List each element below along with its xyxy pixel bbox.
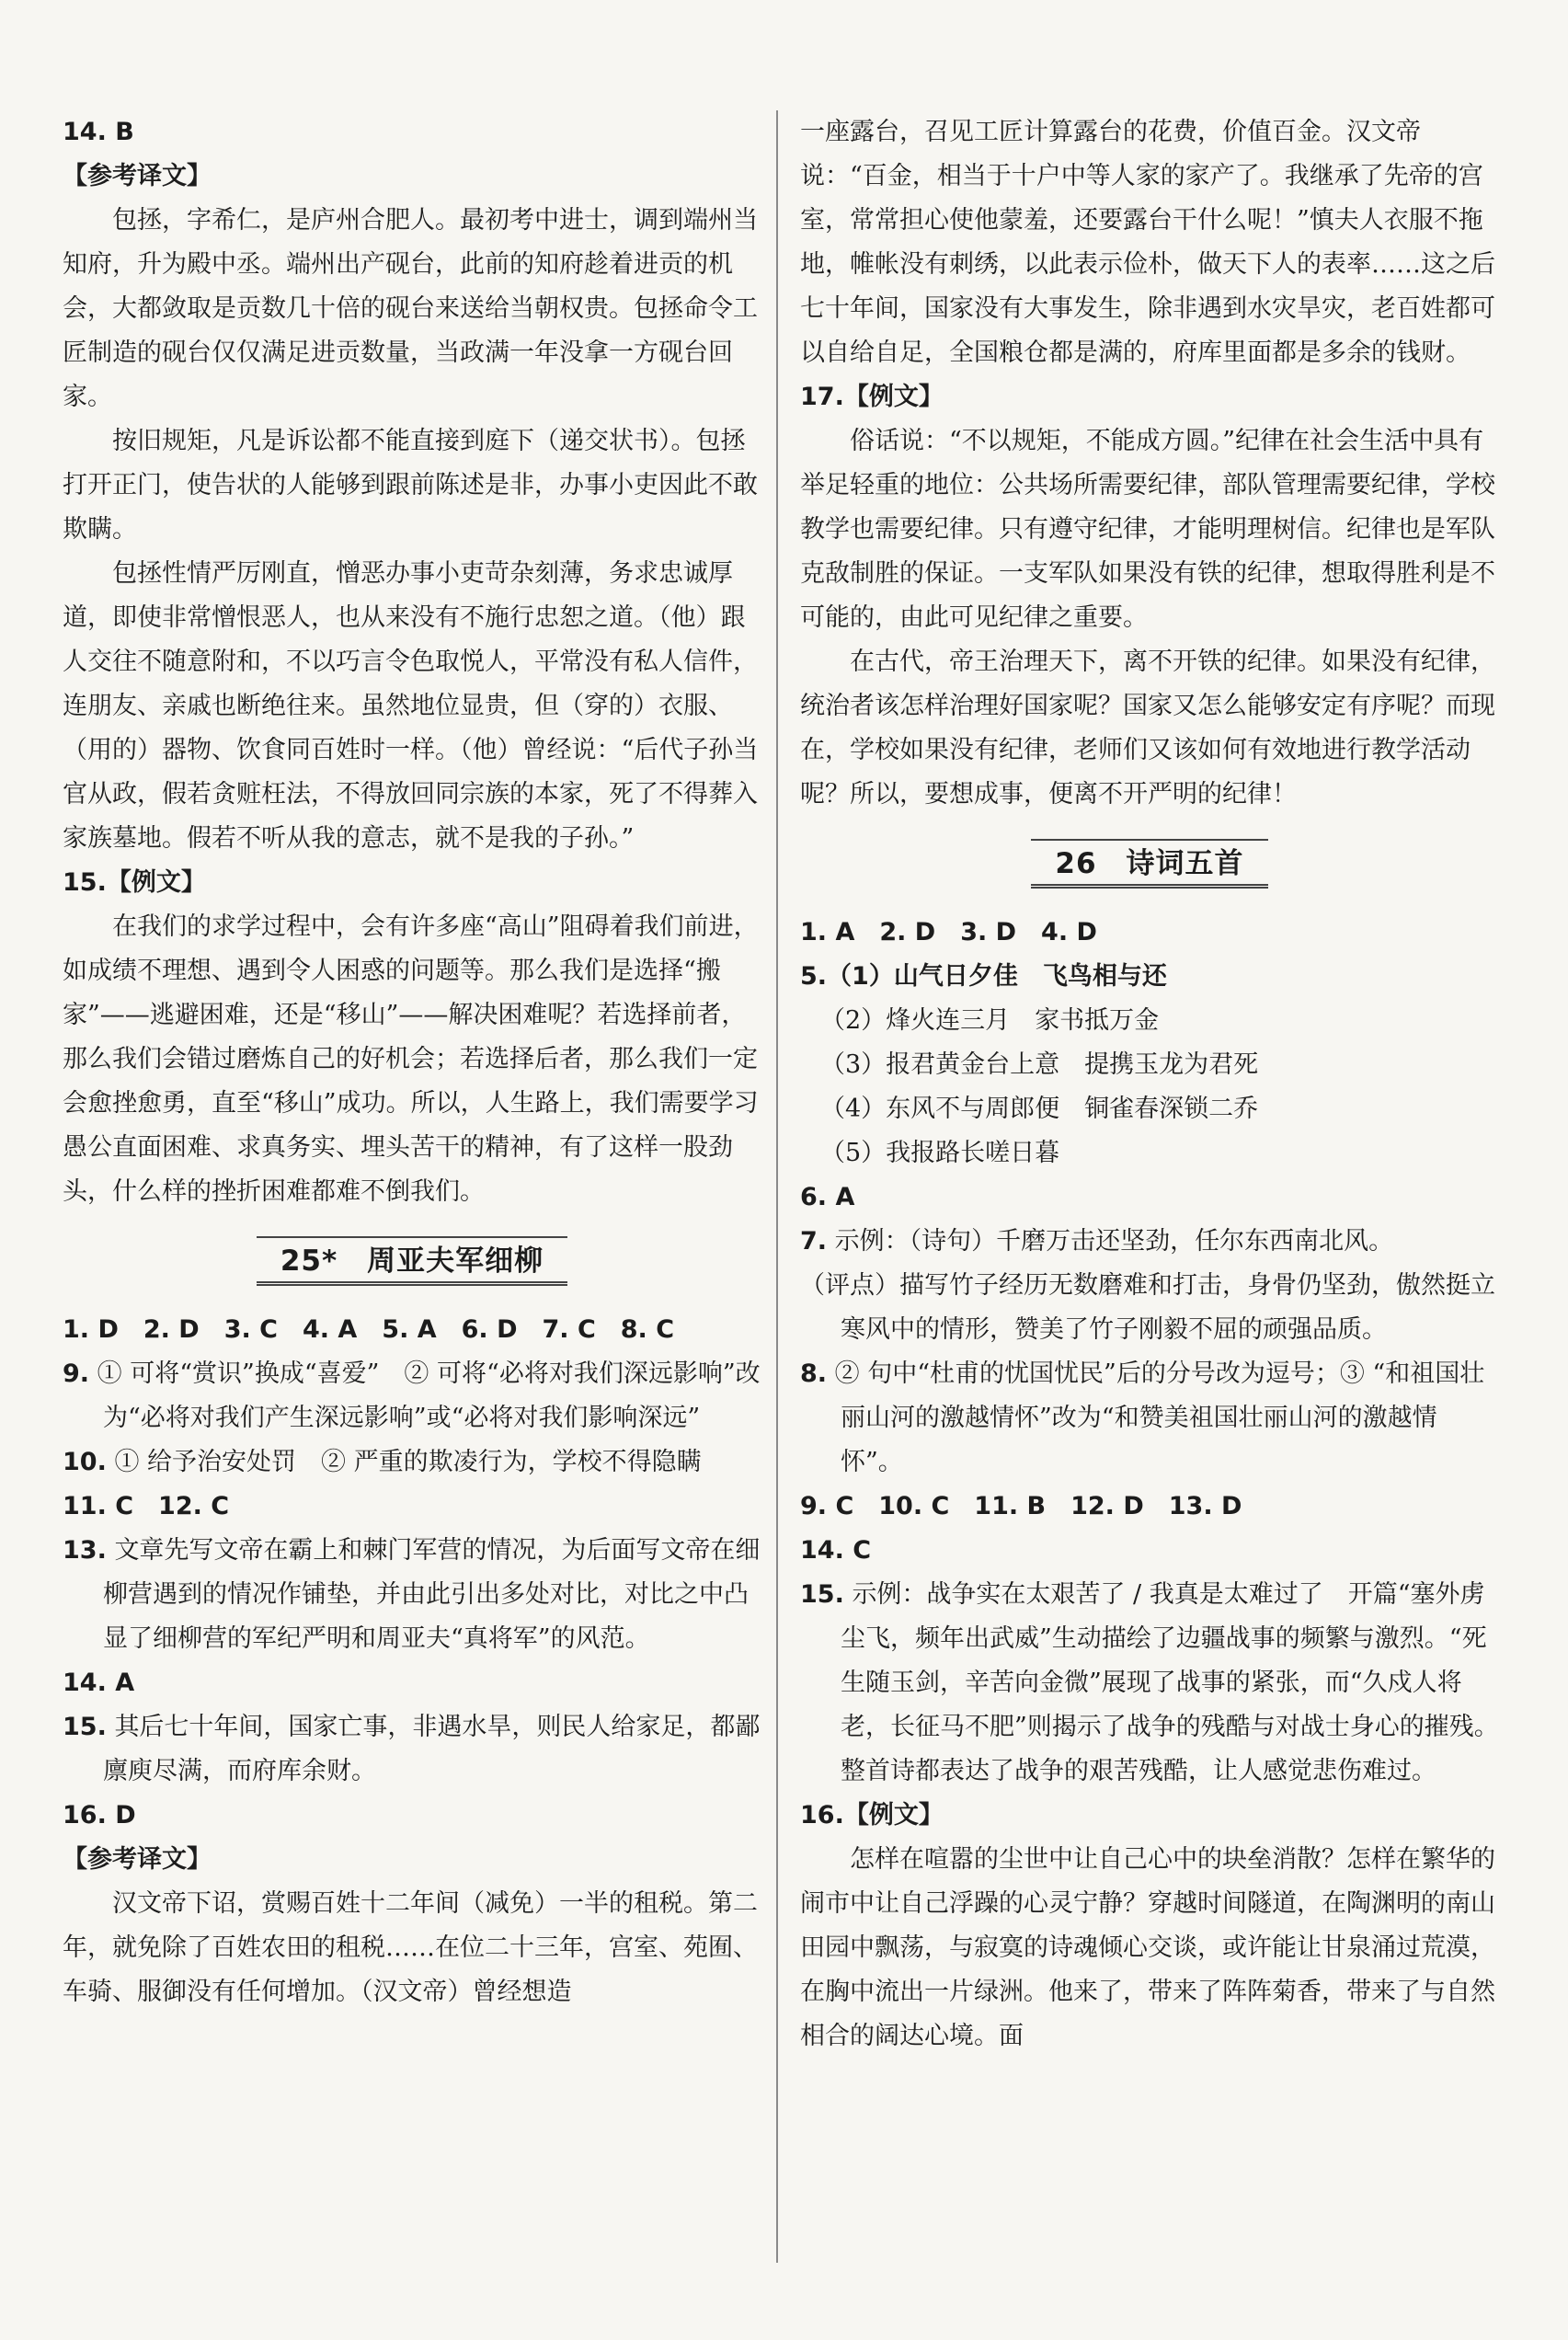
answer-item (63, 1705, 761, 1794)
section-title-text: 26 诗词五首 (1031, 839, 1267, 889)
paragraph: 包拯性情严厉刚直，憎恶办事小吏苛杂刻薄，务求忠诚厚道，即使非常憎恨恶人，也从来没有不施行忠恕之道。（他）跟人交往不随意附和，不以巧言令色取悦人，平常没有私人信件，连朋友、亲戚也断绝往来。虽然地位显贵，但（穿的）衣服、（用的）器物、饮食同百姓时一样。（他）曾经说：“后代子孙当官从政，假若贪赃枉法，不得放回同宗族的本家，死了不得葬入家族墓地。假若不听从我的意志，就不是我的子孙。” (63, 559, 759, 853)
question-number: 8. (800, 1359, 828, 1388)
answer-line: 16. D (63, 1801, 136, 1830)
answer-line: 14. C (800, 1536, 872, 1565)
answer-item (800, 1573, 1499, 1794)
answer-line: 14. A (63, 1669, 135, 1697)
sub-answer: （4）东风不与周郎便 铜雀春深锁二乔 (820, 1095, 1259, 1123)
answer-line: 9. C 10. C 11. B 12. D 13. D (800, 1492, 1242, 1520)
paragraph: 怎样在喧嚣的尘世中让自己心中的块垒消散？怎样在繁华的闹市中让自己浮躁的心灵宁静？穿越时间隧道，在陶渊明的南山田园中飘荡，与寂寞的诗魂倾心交谈，或许能让甘泉涌过荒漠，在胸中流出一片绿洲。他来了，带来了阵阵菊香，带来了与自然相合的阔达心境。面 (800, 1845, 1495, 2050)
answer-text: 其后七十年间，国家亡事，非遇水旱，则民人给家足，都鄙廪庾尽满，而府库余财。 (103, 1713, 761, 1785)
answer-text: ① 给予治安处罚 ② 严重的欺凌行为，学校不得隐瞒 (114, 1448, 702, 1476)
answer-line: 11. C 12. C (63, 1492, 230, 1520)
answer-item (63, 1440, 761, 1485)
answer-line: 15.【例文】 (63, 868, 206, 897)
answer-item (63, 1352, 761, 1440)
answer-text: ② 句中“杜甫的忧国忧民”后的分号改为逗号；③ “和祖国壮丽山河的激越情怀”改为“和赞美祖国壮丽山河的激越情怀”。 (834, 1359, 1485, 1476)
answer-text: ① 可将“赏识”换成“喜爱” ② 可将“必将对我们深远影响”改为“必将对我们产生深远影响”或“必将对我们影响深远” (97, 1359, 761, 1432)
answer-item (63, 1529, 761, 1661)
question-number: 9. (63, 1359, 90, 1388)
paragraph: 包拯，字希仁，是庐州合肥人。最初考中进士，调到端州当知府，升为殿中丞。端州出产砚台，此前的知府趁着进贡的机会，大都敛取是贡数几十倍的砚台来送给当朝权贵。包拯命令工匠制造的砚台仅仅满足进贡数量，当政满一年没拿一方砚台回家。 (63, 206, 758, 411)
section-title (63, 1236, 761, 1295)
paragraph: 汉文帝下诏，赏赐百姓十二年间（减免）一半的租税。第二年，就免除了百姓农田的租税……在位二十三年，宫室、苑囿、车骑、服御没有任何增加。（汉文帝）曾经想造 (63, 1889, 758, 2006)
question-number: 10. (63, 1448, 107, 1476)
answer-text: 文章先写文帝在霸上和棘门军营的情况，为后面写文帝在细柳营遇到的情况作铺垫，并由此引出多处对比，对比之中凸显了细柳营的军纪严明和周亚夫“真将军”的风范。 (103, 1536, 761, 1653)
answer-text: （评点）描写竹子经历无数磨难和打击，身骨仍坚劲，傲然挺立寒风中的情形，赞美了竹子刚毅不屈的顽强品质。 (800, 1271, 1495, 1344)
reference-heading: 【参考译文】 (63, 1845, 212, 1874)
answer-line: 6. A (800, 1183, 855, 1211)
reference-heading: 【参考译文】 (63, 162, 212, 190)
right-column (800, 110, 1499, 2059)
sub-answer: （5）我报路长嗟日暮 (820, 1139, 1060, 1167)
answer-item (800, 1220, 1499, 1264)
paragraph: 俗话说：“不以规矩，不能成方圆。”纪律在社会生活中具有举足轻重的地位：公共场所需要纪律，部队管理需要纪律，学校教学也需要纪律。只有遵守纪律，才能明理树信。纪律也是军队克敌制胜的保证。一支军队如果没有铁的纪律，想取得胜利是不可能的，由此可见纪律之重要。 (800, 427, 1495, 632)
paragraph: 在我们的求学过程中，会有许多座“高山”阻碍着我们前进，如成绩不理想、遇到令人困惑的问题等。那么我们是选择“搬家”——逃避困难，还是“移山”——解决困难呢？若选择前者，那么我们会错过磨炼自己的好机会；若选择后者，那么我们一定会愈挫愈勇，直至“移山”成功。所以，人生路上，我们需要学习愚公直面困难、求真务实、埋头苦干的精神，有了这样一股劲头，什么样的挫折困难都难不倒我们。 (63, 912, 759, 1206)
answer-item (800, 1352, 1499, 1485)
section-title (800, 839, 1499, 898)
answer-line: 16.【例文】 (800, 1801, 944, 1830)
answer-line: 14. B (63, 118, 134, 146)
answer-item (800, 1264, 1499, 1352)
column-divider (776, 110, 778, 2263)
answer-line: 17.【例文】 (800, 383, 944, 411)
answer-line: 5.（1）山气日夕佳 飞鸟相与还 (800, 962, 1167, 991)
paragraph: 在古代，帝王治理天下，离不开铁的纪律。如果没有纪律，统治者该怎样治理好国家呢？国家又怎么能够安定有序呢？而现在，学校如果没有纪律，老师们又该如何有效地进行教学活动呢？所以，要想成事，便离不开严明的纪律！ (800, 648, 1495, 809)
left-column (63, 110, 761, 2014)
sub-answer: （2）烽火连三月 家书抵万金 (820, 1006, 1160, 1035)
paragraph: 按旧规矩，凡是诉讼都不能直接到庭下（递交状书）。包拯打开正门，使告状的人能够到跟前陈述是非，办事小吏因此不敢欺瞒。 (63, 427, 758, 544)
question-number: 15. (63, 1713, 107, 1741)
question-number: 15. (800, 1580, 844, 1609)
sub-answer: （3）报君黄金台上意 提携玉龙为君死 (820, 1050, 1259, 1079)
answer-line: 1. D 2. D 3. C 4. A 5. A 6. D 7. C 8. C (63, 1315, 675, 1344)
answer-line: 1. A 2. D 3. D 4. D (800, 918, 1097, 946)
answer-text: 示例：（诗句）千磨万击还坚劲，任尔东西南北风。 (834, 1227, 1394, 1256)
question-number: 7. (800, 1227, 828, 1256)
question-number: 13. (63, 1536, 107, 1565)
answer-text: 示例：战争实在太艰苦了 / 我真是太难过了 开篇“塞外虏尘飞，频年出武威”生动描绘了边疆战事的频繁与激烈。“死生随玉剑，辛苦向金微”展现了战事的紧张，而“久戍人将老，长征马不肥”则揭示了战争的残酷与对战士身心的摧残。整首诗都表达了战争的艰苦残酷，让人感觉悲伤难过。 (841, 1580, 1499, 1785)
paragraph: 一座露台，召见工匠计算露台的花费，价值百金。汉文帝说：“百金，相当于十户中等人家的家产了。我继承了先帝的宫室，常常担心使他蒙羞，还要露台干什么呢！”慎夫人衣服不拖地，帷帐没有刺绣，以此表示俭朴，做天下人的表率……这之后七十年间，国家没有大事发生，除非遇到水灾旱灾，老百姓都可以自给自足，全国粮仓都是满的，府库里面都是多余的钱财。 (800, 118, 1495, 367)
section-title-text: 25* 周亚夫军细柳 (257, 1236, 567, 1286)
